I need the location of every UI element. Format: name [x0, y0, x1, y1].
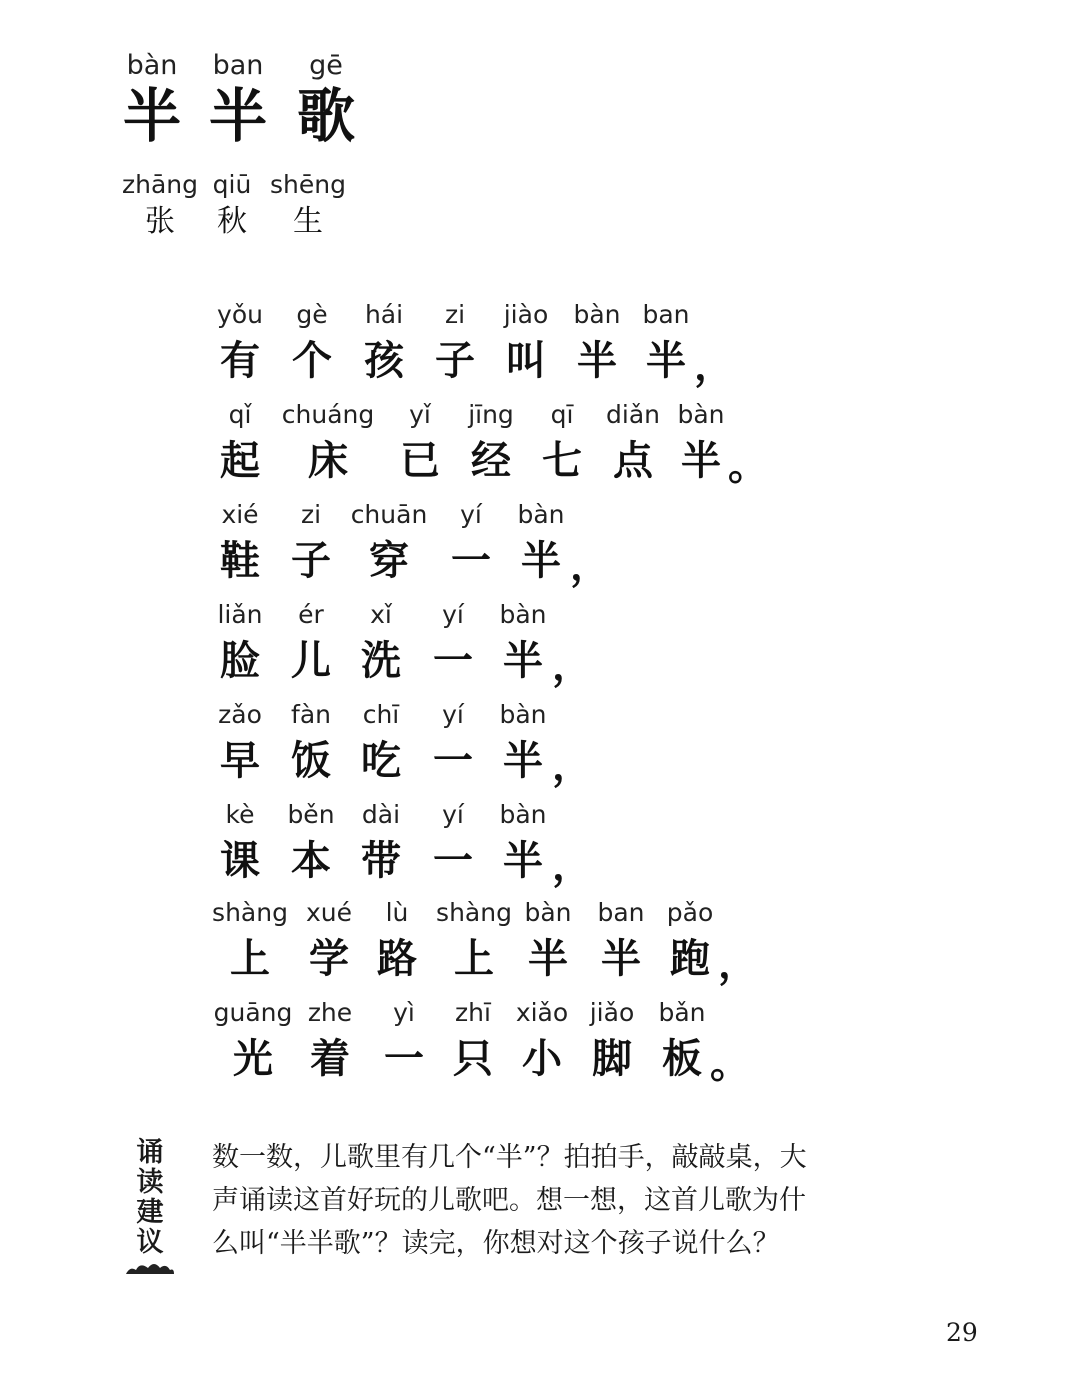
hanzi: 半: [577, 337, 617, 384]
hanzi: 路: [377, 935, 417, 982]
pinyin: guāng: [213, 998, 293, 1027]
pinyin: diǎn: [606, 400, 660, 429]
hanzi: 早: [220, 737, 260, 784]
title-char: [294, 50, 358, 150]
hanzi: 张: [145, 204, 175, 239]
hanzi: 半: [122, 82, 181, 150]
pinyin: ban: [597, 898, 645, 927]
pinyin: zhāng: [121, 170, 198, 199]
hanzi: 课: [220, 837, 260, 884]
pinyin: jiào: [503, 300, 549, 329]
pinyin: shēng: [270, 170, 346, 199]
hanzi: 歌: [296, 82, 355, 150]
tip-line: 么叫“半半歌”？读完，你想对这个孩子说什么？: [212, 1228, 780, 1259]
hanzi: 点: [613, 437, 653, 484]
pinyin: bàn: [524, 898, 572, 927]
pinyin: yí: [460, 500, 482, 529]
hanzi: 带: [361, 837, 401, 884]
pinyin: lù: [385, 898, 409, 927]
pinyin: liǎn: [217, 600, 263, 629]
pinyin: chī: [362, 700, 400, 729]
pinyin: bǎn: [658, 998, 706, 1027]
hanzi: 穿: [369, 537, 409, 584]
punctuation: 。: [728, 442, 768, 489]
punctuation: ，: [570, 542, 610, 589]
pinyin: jīng: [468, 400, 514, 429]
pinyin: yí: [442, 800, 464, 829]
hanzi: 一: [384, 1035, 424, 1082]
hanzi: 半: [601, 935, 641, 982]
poem-char: [190, 400, 290, 484]
hanzi: 孩: [364, 337, 404, 384]
hanzi: 洗: [361, 637, 401, 684]
punctuation: ，: [552, 642, 592, 689]
title-char: [206, 50, 270, 150]
pinyin: gē: [309, 50, 343, 81]
pinyin: zhe: [307, 998, 353, 1027]
hanzi: 上: [230, 935, 270, 982]
pinyin: ban: [642, 300, 690, 329]
hanzi: 叫: [506, 337, 546, 384]
pinyin: xié: [221, 500, 259, 529]
hanzi: 着: [310, 1035, 350, 1082]
hanzi: 起: [220, 437, 260, 484]
pinyin: zi: [300, 500, 322, 529]
pinyin: yí: [442, 600, 464, 629]
tip-label-char: 诵: [136, 1137, 164, 1168]
cloud-ornament-icon: [124, 1260, 176, 1276]
hanzi: 学: [309, 935, 349, 982]
tip-line: 声诵读这首好玩的儿歌吧。想一想，这首儿歌为什: [212, 1185, 806, 1216]
author-char: [204, 170, 260, 237]
pinyin: xué: [305, 898, 353, 927]
tip-text: [212, 1136, 912, 1265]
pinyin: qǐ: [228, 400, 252, 429]
pinyin: yǒu: [217, 300, 263, 329]
pinyin: zǎo: [218, 700, 262, 729]
pinyin: gè: [296, 300, 328, 329]
hanzi: 经: [471, 437, 511, 484]
hanzi: 生: [293, 204, 323, 239]
title-char: [120, 50, 184, 150]
hanzi: 上: [454, 935, 494, 982]
hanzi: 一: [433, 737, 473, 784]
hanzi: 吃: [361, 737, 401, 784]
pinyin: bàn: [517, 500, 565, 529]
pinyin: dài: [361, 800, 401, 829]
pinyin: yì: [393, 998, 415, 1027]
hanzi: 子: [435, 337, 475, 384]
punctuation: 。: [710, 1040, 750, 1087]
pinyin: bàn: [126, 50, 178, 81]
pinyin: jiǎo: [589, 998, 635, 1027]
hanzi: 小: [522, 1035, 562, 1082]
hanzi: 有: [220, 337, 260, 384]
hanzi: 半: [503, 637, 543, 684]
hanzi: 本: [291, 837, 331, 884]
pinyin: shàng: [436, 898, 512, 927]
pinyin: bàn: [573, 300, 621, 329]
pinyin: yǐ: [409, 400, 431, 429]
author-char: [116, 170, 204, 237]
hanzi: 七: [542, 437, 582, 484]
hanzi: 儿: [291, 637, 331, 684]
hanzi: 一: [433, 837, 473, 884]
pinyin: kè: [225, 800, 255, 829]
hanzi: 一: [451, 537, 491, 584]
hanzi: 半: [681, 437, 721, 484]
hanzi: 秋: [217, 204, 247, 239]
punctuation: ，: [552, 742, 592, 789]
punctuation: ，: [694, 342, 734, 389]
pinyin: hái: [364, 300, 404, 329]
pinyin: chuān: [350, 500, 428, 529]
hanzi: 跑: [670, 935, 710, 982]
hanzi: 脸: [220, 637, 260, 684]
pinyin: zhī: [455, 998, 491, 1027]
tip-line: 数一数，儿歌里有几个“半”？拍拍手，敲敲桌，大: [212, 1142, 807, 1173]
pinyin: bàn: [499, 700, 547, 729]
tip-label: [132, 1138, 168, 1276]
hanzi: 床: [308, 437, 348, 484]
hanzi: 半: [208, 82, 267, 150]
hanzi: 半: [503, 837, 543, 884]
hanzi: 已: [400, 437, 440, 484]
hanzi: 半: [521, 537, 561, 584]
pinyin: ban: [212, 50, 264, 81]
hanzi: 半: [503, 737, 543, 784]
poem-char: [278, 400, 378, 484]
punctuation: ，: [718, 940, 758, 987]
hanzi: 一: [433, 637, 473, 684]
pinyin: běn: [287, 800, 335, 829]
pinyin: shàng: [212, 898, 288, 927]
pinyin: qiū: [212, 170, 252, 199]
hanzi: 光: [233, 1035, 273, 1082]
hanzi: 只: [453, 1035, 493, 1082]
pinyin: bàn: [499, 800, 547, 829]
punctuation: ，: [552, 842, 592, 889]
hanzi: 半: [646, 337, 686, 384]
pinyin: xiǎo: [515, 998, 569, 1027]
hanzi: 鞋: [220, 537, 260, 584]
pinyin: xǐ: [370, 600, 392, 629]
pinyin: qī: [550, 400, 574, 429]
pinyin: pǎo: [666, 898, 714, 927]
tip-label-char: 议: [136, 1227, 164, 1258]
pinyin: yí: [442, 700, 464, 729]
hanzi: 饭: [291, 737, 331, 784]
page-number: 29: [946, 1318, 978, 1347]
author-char: [266, 170, 350, 237]
hanzi: 板: [662, 1035, 702, 1082]
pinyin: ér: [298, 600, 324, 629]
hanzi: 半: [528, 935, 568, 982]
tip-label-char: 读: [136, 1167, 164, 1198]
hanzi: 脚: [592, 1035, 632, 1082]
tip-label-char: 建: [136, 1197, 164, 1228]
hanzi: 子: [291, 537, 331, 584]
pinyin: bàn: [499, 600, 547, 629]
pinyin: bàn: [677, 400, 725, 429]
pinyin: chuáng: [281, 400, 375, 429]
hanzi: 个: [292, 337, 332, 384]
pinyin: fàn: [291, 700, 331, 729]
pinyin: zi: [444, 300, 466, 329]
